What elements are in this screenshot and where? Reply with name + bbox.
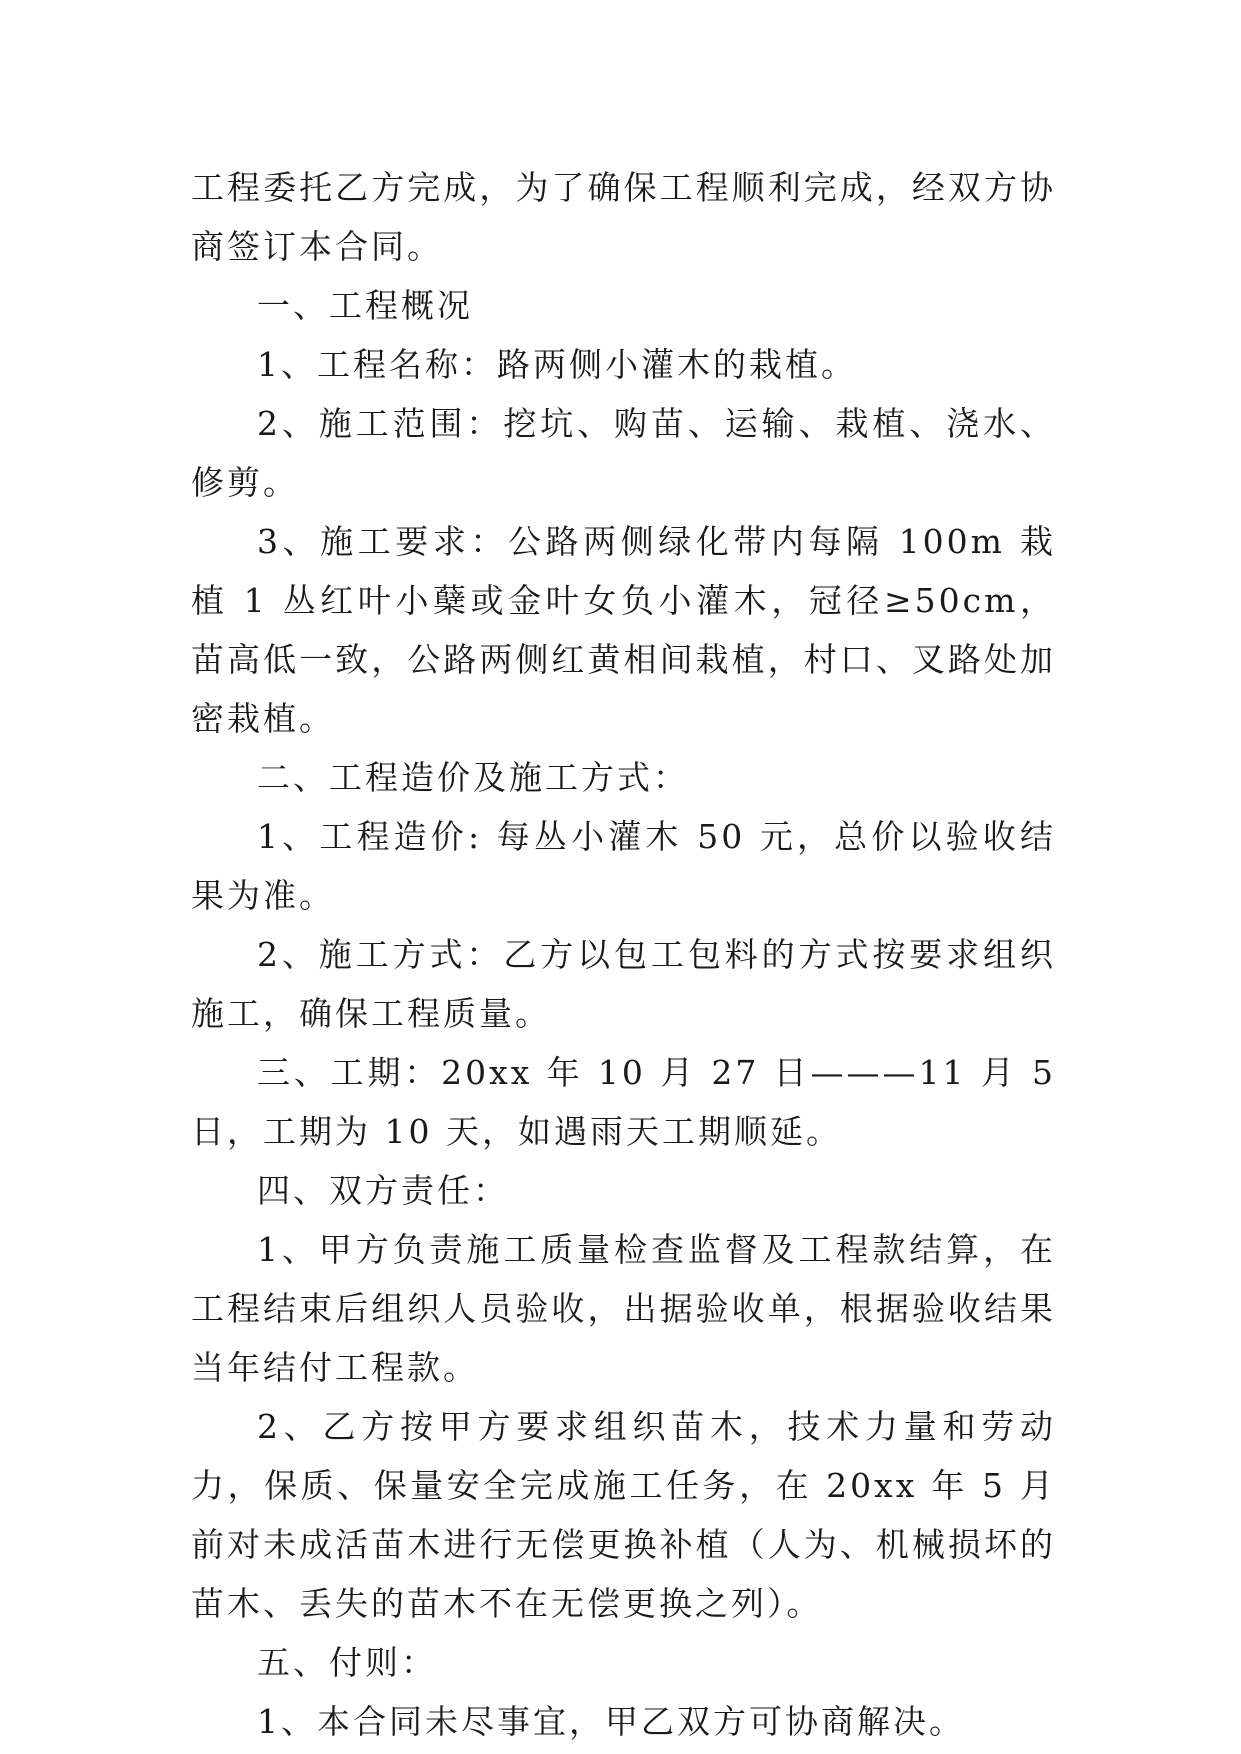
paragraph-party-a-responsibility: 1、甲方负责施工质量检查监督及工程款结算，在工程结束后组织人员验收，出据验收单，根据验收结果当年结付工程款。 [191, 1230, 1056, 1387]
heading-project-overview: 一、工程概况 [257, 286, 473, 325]
heading-cost-and-method: 二、工程造价及施工方式： [257, 758, 689, 797]
paragraph-construction-requirements: 3、施工要求：公路两侧绿化带内每隔 100m 栽植 1 丛红叶小蘖或金叶女负小灌木，冠径≥50cm，苗高低一致，公路两侧红黄相间栽植，村口、叉路处加密栽植。 [191, 522, 1056, 738]
paragraph-construction-scope: 2、施工范围：挖坑、购苗、运输、栽植、浇水、修剪。 [191, 404, 1056, 502]
paragraph-party-b-responsibility: 2、乙方按甲方要求组织苗木，技术力量和劳动力，保质、保量安全完成施工任务，在 20xx 年 5 月前对未成活苗木进行无偿更换补植（人为、机械损坏的苗木、丢失的苗木不在无偿更换之列）。 [191, 1407, 1056, 1623]
document-body [191, 158, 1056, 1751]
paragraph-construction-method: 2、施工方式：乙方以包工包料的方式按要求组织施工，确保工程质量。 [191, 935, 1056, 1033]
paragraph-unresolved-matters: 1、本合同未尽事宜，甲乙双方可协商解决。 [257, 1702, 965, 1741]
paragraph-contract-intro: 工程委托乙方完成，为了确保工程顺利完成，经双方协商签订本合同。 [191, 168, 1056, 266]
paragraph-project-name: 1、工程名称：路两侧小灌木的栽植。 [257, 345, 857, 384]
heading-supplementary-provisions: 五、付则： [257, 1643, 437, 1682]
paragraph-schedule: 三、工期：20xx 年 10 月 27 日———11 月 5 日，工期为 10 天，如遇雨天工期顺延。 [191, 1053, 1056, 1151]
paragraph-project-cost: 1、工程造价: 每丛小灌木 50 元，总价以验收结果为准。 [191, 817, 1056, 915]
heading-responsibilities: 四、双方责任： [257, 1171, 509, 1210]
